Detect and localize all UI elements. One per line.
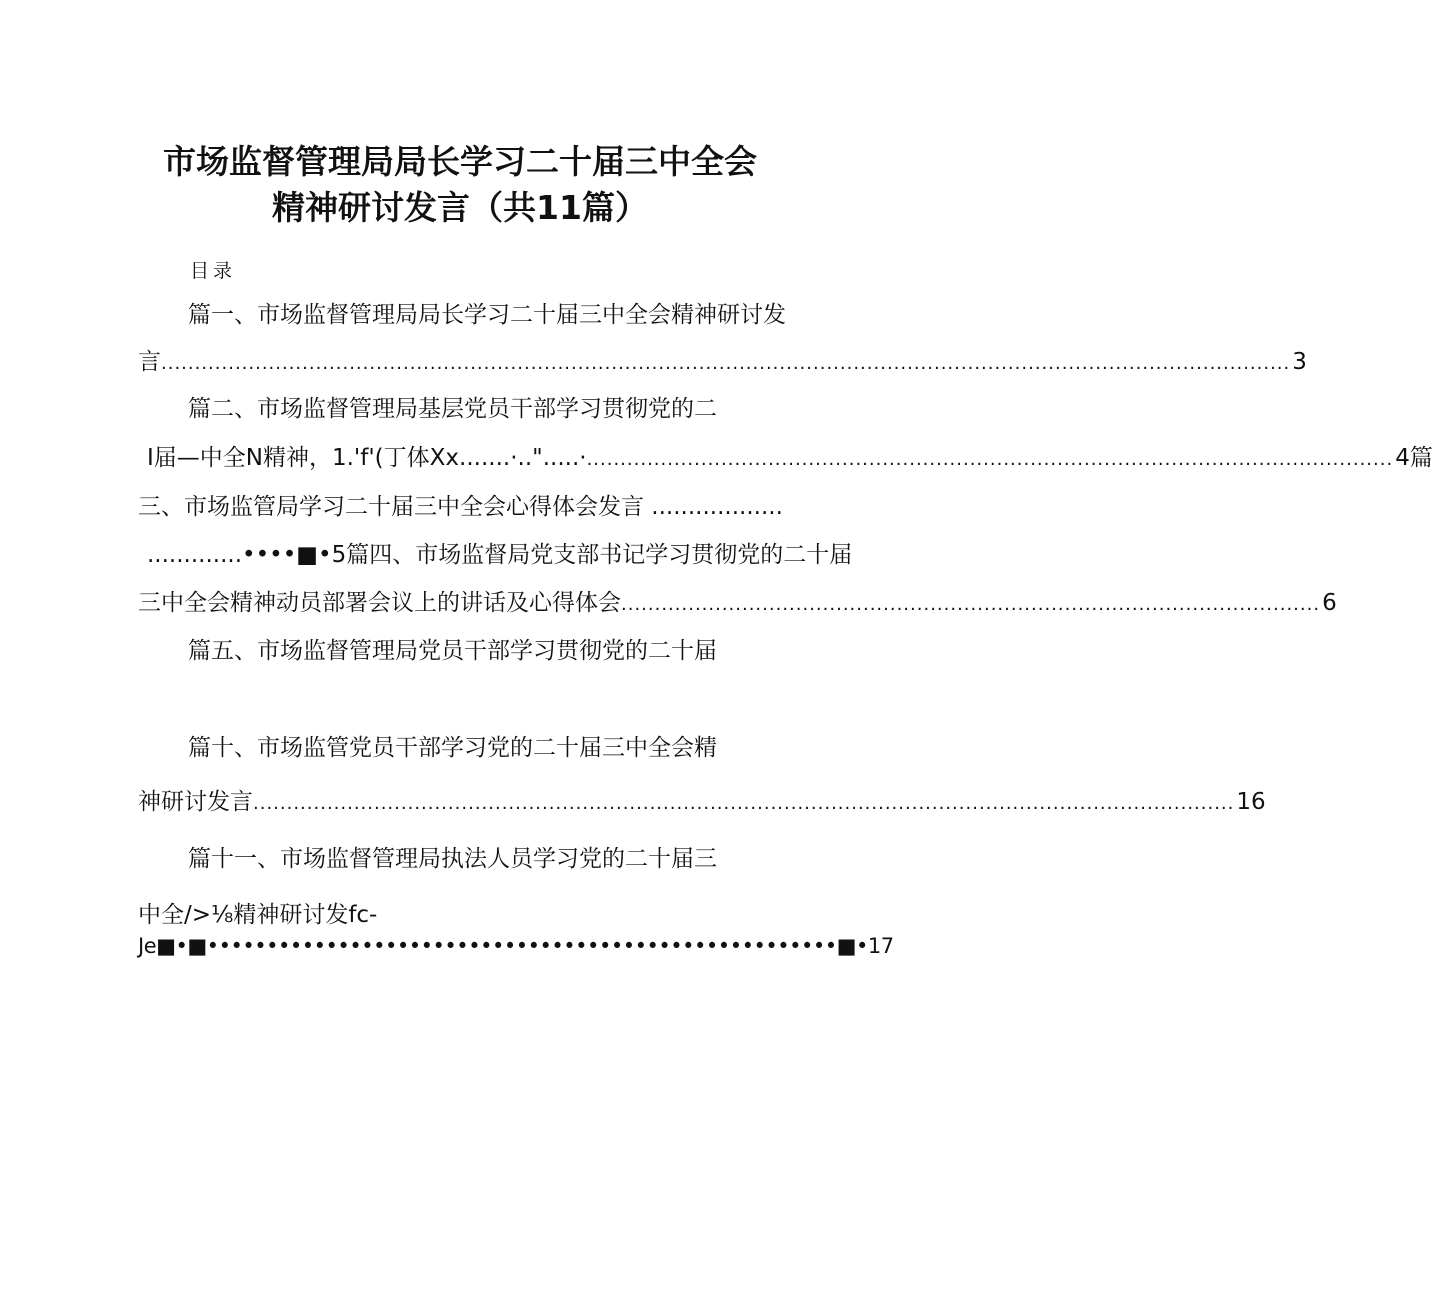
toc-entry-2-text: I届—中全N精神，1.'f'(丁体Xx.......·..".....· [147, 445, 587, 471]
toc-entry-11-line-3: Je■•■•••••••••••••••••••••••••••••••••••••••••••••••••••••■•17 [138, 934, 894, 958]
toc-entry-10-line-1: 篇十、市场监管党员干部学习党的二十届三中全会精 [188, 735, 717, 761]
toc-entry-1-page: 3 [1292, 349, 1307, 375]
document-title-line-1: 市场监督管理局局长学习二十届三中全会 [163, 142, 757, 181]
toc-heading: 目录 [190, 260, 237, 282]
toc-leader-dots: ........................................................................................................................................................................ [161, 353, 1291, 374]
toc-entry-2-page: 4篇 [1395, 445, 1433, 471]
toc-entry-1-text: 言 [138, 349, 161, 375]
toc-leader-dots: ........................................................................................................ [621, 594, 1321, 615]
toc-entry-2-line-2 [147, 443, 1433, 475]
toc-entry-1-line-1: 篇一、市场监督管理局局长学习二十届三中全会精神研讨发 [188, 302, 786, 328]
toc-entry-1-line-2 [138, 347, 1307, 379]
toc-entry-10-line-2 [138, 787, 1266, 819]
toc-entry-4-page: 6 [1322, 590, 1337, 616]
toc-entry-3-line-2: .............••••■•5篇四、市场监督局党支部书记学习贯彻党的二十届 [147, 542, 853, 568]
toc-entry-11-line-1: 篇十一、市场监督管理局执法人员学习党的二十届三 [188, 846, 717, 872]
toc-entry-5-line-1: 篇五、市场监督管理局党员干部学习贯彻党的二十届 [188, 638, 717, 664]
toc-entry-4-text: 三中全会精神动员部署会议上的讲话及心得体会 [138, 590, 621, 616]
document-title-line-2: 精神研讨发言（共11篇） [272, 188, 648, 227]
toc-entry-4-line-2 [138, 588, 1337, 620]
toc-leader-dots: .................................................................................................................................................. [253, 793, 1235, 814]
toc-entry-11-line-2: 中全/>⅛精神研讨发fc- [138, 902, 378, 928]
toc-entry-3-line-1: 三、市场监管局学习二十届三中全会心得体会发言 .................. [138, 494, 783, 520]
toc-entry-2-line-1: 篇二、市场监督管理局基层党员干部学习贯彻党的二 [188, 396, 717, 422]
toc-entry-10-text: 神研讨发言 [138, 789, 253, 815]
toc-entry-10-page: 16 [1236, 789, 1266, 815]
toc-leader-dots: ........................................................................................................................ [586, 449, 1394, 470]
